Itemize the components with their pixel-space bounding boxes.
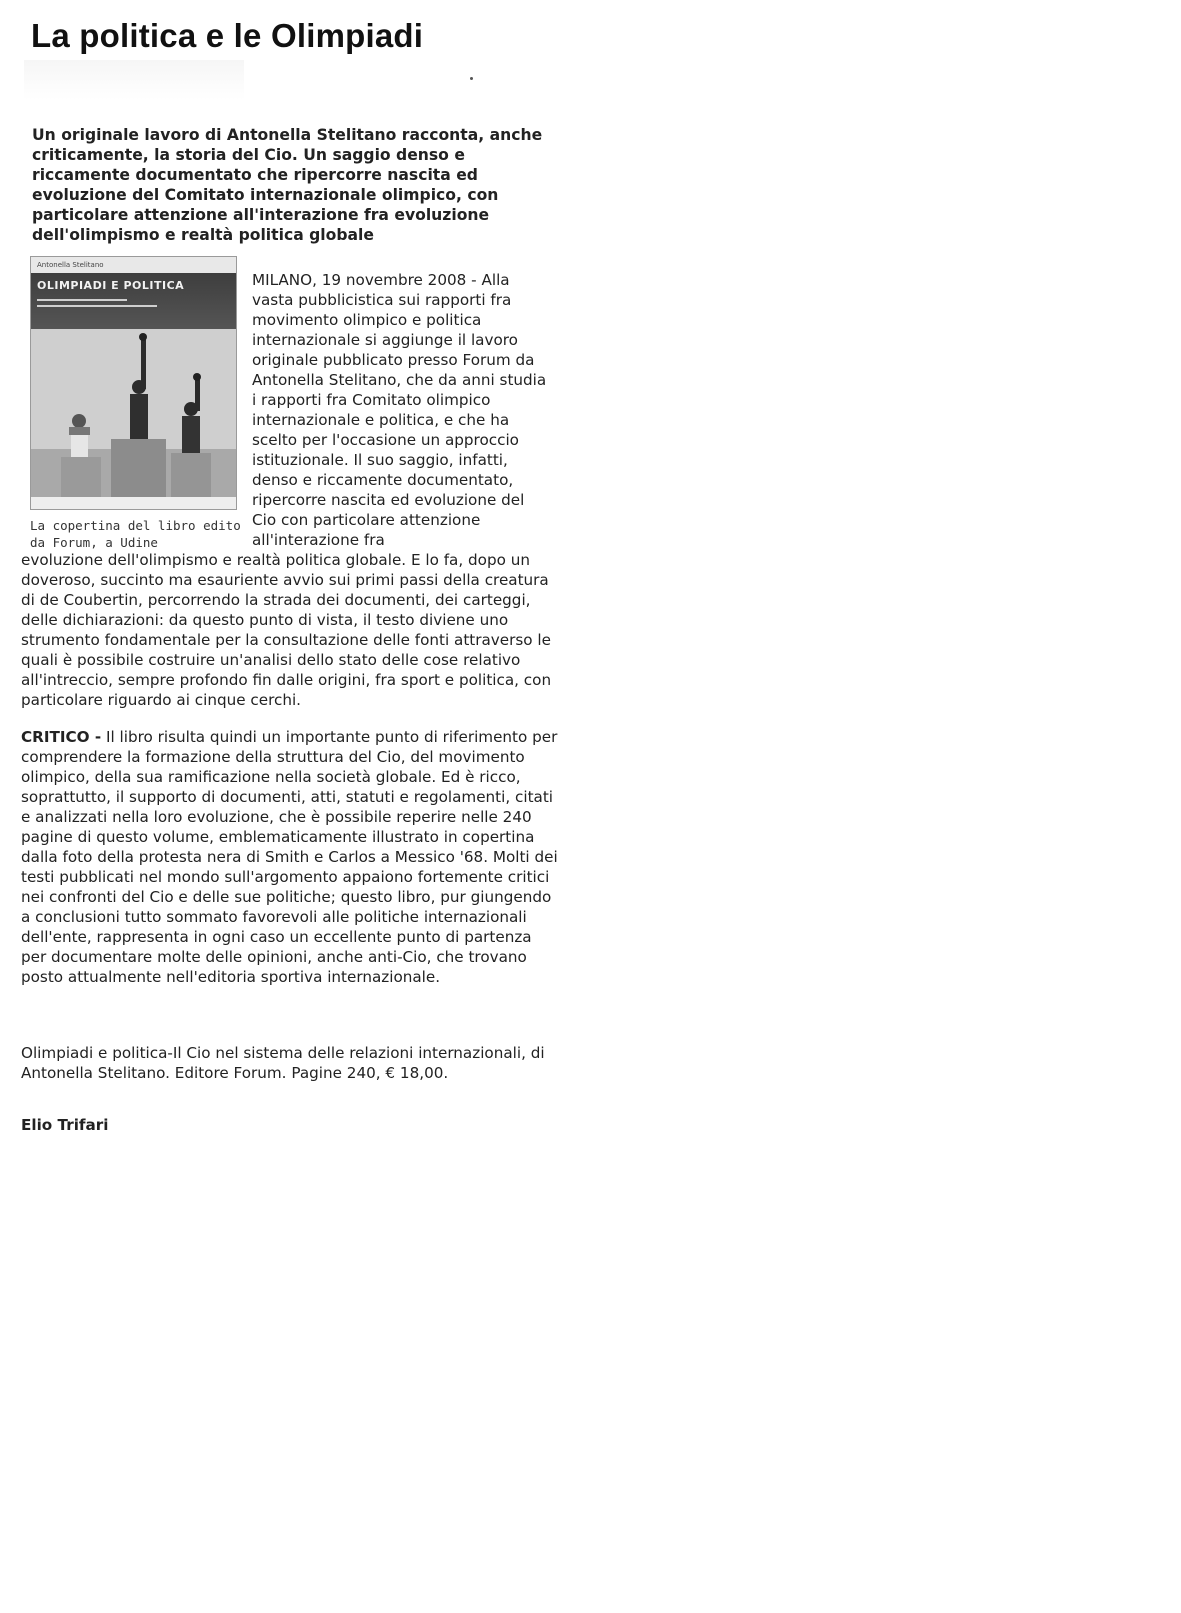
paragraph-2-text: Il libro risulta quindi un importante punto di riferimento per comprendere la formazione della struttura del Cio, del movimento olimpico, della sua ramificazione nella società globale. Ed è ricco, soprattutto, il supporto di documenti, atti, statuti e regolamenti, citati e analizzati nella loro evoluzione, che è possibile reperire nelle 240 pagine di questo volume, emblematicamente illustrato in copertina dalla foto della protesta nera di Smith e Carlos a Messico '68. Molti dei testi pubblicati nel mondo sull'argomento appaiono fortemente critici nei confronti del Cio e delle sue politiche; questo libro, pur giungendo a conclusioni tutto sommato favorevoli alle politiche internazionali dell'ente, rappresenta in ogni caso un eccellente punto di partenza per documentare molte delle opinioni, anche anti-Cio, che trovano posto attualmente nell'editoria sportiva internazionale.: [21, 728, 558, 986]
cover-subtitle-lines: [37, 297, 187, 307]
protest-photo: [31, 329, 236, 497]
author-byline: Elio Trifari: [21, 1116, 109, 1134]
article-lead: Un originale lavoro di Antonella Stelitano racconta, anche criticamente, la storia del Cio. Un saggio denso e riccamente documentato che ripercorre nascita ed evoluzione del Comitato internazionale olimpico, con particolare attenzione all'interazione fra evoluzione dell'olimpismo e realtà politica globale: [32, 126, 543, 244]
section-label: CRITICO -: [21, 728, 102, 746]
paragraph-1-column: MILANO, 19 novembre 2008 - Alla vasta pubblicistica sui rapporti fra movimento olimpico e politica internazionale si aggiunge il lavoro originale pubblicato presso Forum da Antonella Stelitano, che da anni studia i rapporti fra Comitato olimpico internazionale e politica, e che ha scelto per l'occasione un approccio istituzionale. Il suo saggio, infatti, denso e riccamente documentato, ripercorre nascita ed evoluzione del Cio con particolare attenzione all'interazione fra: [252, 271, 547, 549]
book-cover-image: [30, 256, 237, 510]
cover-publisher-strip: [31, 497, 236, 509]
book-info: Olimpiadi e politica-Il Cio nel sistema delle relazioni internazionali, di Antonella Stelitano. Editore Forum. Pagine 240, € 18,00.: [21, 1044, 545, 1082]
scan-speck: [470, 77, 473, 80]
cover-title: OLIMPIADI E POLITICA: [37, 279, 185, 292]
paragraph-2: [21, 727, 561, 987]
scan-shading: [24, 60, 244, 100]
article-title: La politica e le Olimpiadi: [31, 17, 424, 54]
cover-author: Antonella Stelitano: [31, 257, 236, 273]
image-caption: La copertina del libro edito da Forum, a Udine: [30, 518, 241, 550]
paragraph-1-continued: evoluzione dell'olimpismo e realtà politica globale. E lo fa, dopo un doveroso, succinto ma esauriente avvio sui primi passi della creatura di de Coubertin, percorrendo la strada dei documenti, dei carteggi, delle dichiarazioni: da questo punto di vista, il testo diviene uno strumento fondamentale per la consultazione delle fonti attraverso le quali è possibile costruire un'analisi dello stato delle cose relativo all'intreccio, sempre profondo fin dalle origini, fra sport e politica, con particolare riguardo ai cinque cerchi.: [21, 551, 552, 709]
